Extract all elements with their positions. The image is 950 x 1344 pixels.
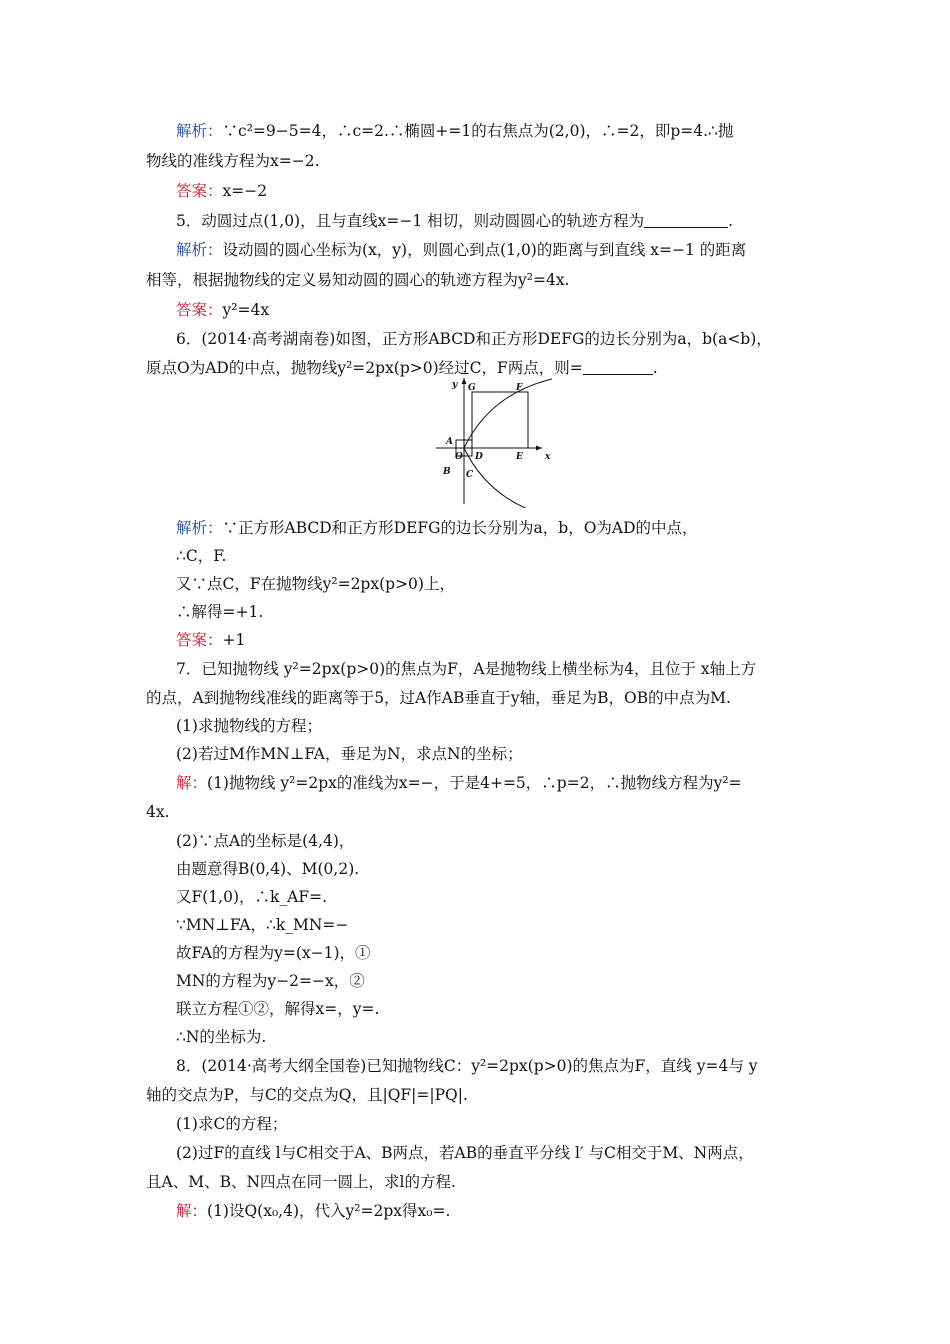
solution-line [176, 1199, 450, 1223]
question-8-cont: 轴的交点为P，与C的交点为Q，且|QF|=|PQ|. [146, 1086, 468, 1104]
question-6-cont [146, 356, 658, 380]
question-6: 6．(2014·高考湖南卷)如图，正方形ABCD和正方形DEFG的边长分别为a，b(a<b)， [176, 330, 772, 348]
question-text: 5．动圆过点(1,0)，且与直线x=−1 相切，则动圆圆心的轨迹方程为 [176, 212, 645, 230]
question-7-part-2: (2)若过M作MN⊥FA，垂足为N，求点N的坐标； [176, 745, 523, 763]
label-y: y [452, 380, 458, 390]
solution-text: ∵正方形ABCD和正方形DEFG的边长分别为a，b，O为AD的中点， [222, 519, 698, 537]
y-axis-arrow [462, 378, 467, 384]
answer-line [176, 179, 267, 203]
solution-line [176, 238, 746, 262]
label-a: A [446, 437, 453, 447]
label-f: F [516, 383, 523, 393]
solution-text: ∵c²=9−5=4，∴c=2.∴椭圆+=1的右焦点为(2,0)，∴=2，即p=4.∴抛 [222, 122, 734, 140]
fill-blank [583, 360, 653, 375]
solution-line: 故FA的方程为y=(x−1)，① [176, 944, 371, 962]
solution-text: 设动圆的圆心坐标为(x，y)，则圆心到点(1,0)的距离与到直线 x=−1 的距离 [222, 241, 747, 259]
solution-line [176, 771, 742, 795]
solution-label: 解： [176, 774, 208, 792]
solution-line: ∴C，F. [176, 547, 227, 565]
parabola-square-figure [430, 374, 560, 508]
answer-label: 答案： [176, 301, 223, 319]
parabola-curve [464, 379, 552, 508]
question-8-part-1: (1)求C的方程； [176, 1115, 288, 1133]
question-8-part-2-cont: 且A、M、B、N四点在同一圆上，求l的方程. [146, 1173, 456, 1191]
label-d: D [475, 452, 483, 462]
answer-text: x=−2 [222, 182, 268, 200]
label-o: O [455, 452, 463, 462]
solution-line: 又∵点C，F在抛物线y²=2px(p>0)上， [176, 575, 455, 593]
solution-line [176, 119, 733, 143]
solution-line [176, 516, 698, 540]
label-c: C [466, 470, 474, 480]
answer-line [176, 298, 269, 322]
question-7-cont: 的点，A到抛物线准线的距离等于5，过A作AB垂直于y轴，垂足为B，OB的中点为M. [146, 689, 731, 707]
solution-line: ∴N的坐标为. [176, 1028, 267, 1046]
label-g: G [468, 383, 476, 393]
solution-line: (2)∵点A的坐标是(4,4)， [176, 832, 355, 850]
fill-blank [644, 213, 728, 228]
solution-line: 由题意得B(0,4)、M(0,2). [176, 860, 360, 878]
solution-line: 又F(1,0)，∴k_AF=. [176, 888, 328, 906]
solution-line: 物线的准线方程为x=−2. [146, 152, 320, 170]
x-axis-arrow [536, 446, 542, 451]
question-end: . [728, 212, 734, 230]
label-x: x [545, 452, 551, 462]
answer-label: 答案： [176, 182, 223, 200]
solution-text: (1)抛物线 y²=2px的准线为x=−，于是4+=5，∴p=2，∴抛物线方程为y²= [207, 774, 742, 792]
question-7-part-1: (1)求抛物线的方程； [176, 717, 322, 735]
question-end: . [652, 359, 658, 377]
solution-line: 联立方程①②，解得x=，y=. [176, 1000, 380, 1018]
analysis-label: 解析： [176, 519, 223, 537]
solution-line: ∵MN⊥FA，∴k_MN=− [176, 916, 349, 934]
solution-label: 解： [176, 1202, 208, 1220]
answer-text: y²=4x [222, 301, 270, 319]
question-8-part-2: (2)过F的直线 l与C相交于A、B两点，若AB的垂直平分线 l′ 与C相交于M、N两点， [176, 1144, 754, 1162]
label-b: B [443, 467, 451, 477]
answer-label: 答案： [176, 631, 223, 649]
question-7: 7．已知抛物线 y²=2px(p>0)的焦点为F，A是抛物线上横坐标为4，且位于 x轴上方 [176, 660, 757, 678]
label-e: E [516, 452, 523, 462]
question-8: 8．(2014·高考大纲全国卷)已知抛物线C：y²=2px(p>0)的焦点为F，直线 y=4与 y [176, 1057, 758, 1075]
solution-text: (1)设Q(x₀,4)，代入y²=2px得x₀=. [207, 1202, 451, 1220]
square-defg [472, 392, 528, 448]
answer-line [176, 628, 245, 652]
solution-line: MN的方程为y−2=−x，② [176, 972, 365, 990]
analysis-label: 解析： [176, 241, 223, 259]
solution-line: 相等，根据抛物线的定义易知动圆的圆心的轨迹方程为y²=4x. [146, 271, 570, 289]
answer-text: +1 [222, 631, 246, 649]
analysis-label: 解析： [176, 122, 223, 140]
question-text: 原点O为AD的中点，抛物线y²=2px(p>0)经过C，F两点，则= [146, 359, 583, 377]
solution-line: ∴解得=+1. [176, 603, 264, 621]
solution-line: 4x. [146, 803, 170, 821]
question-5 [176, 209, 733, 233]
